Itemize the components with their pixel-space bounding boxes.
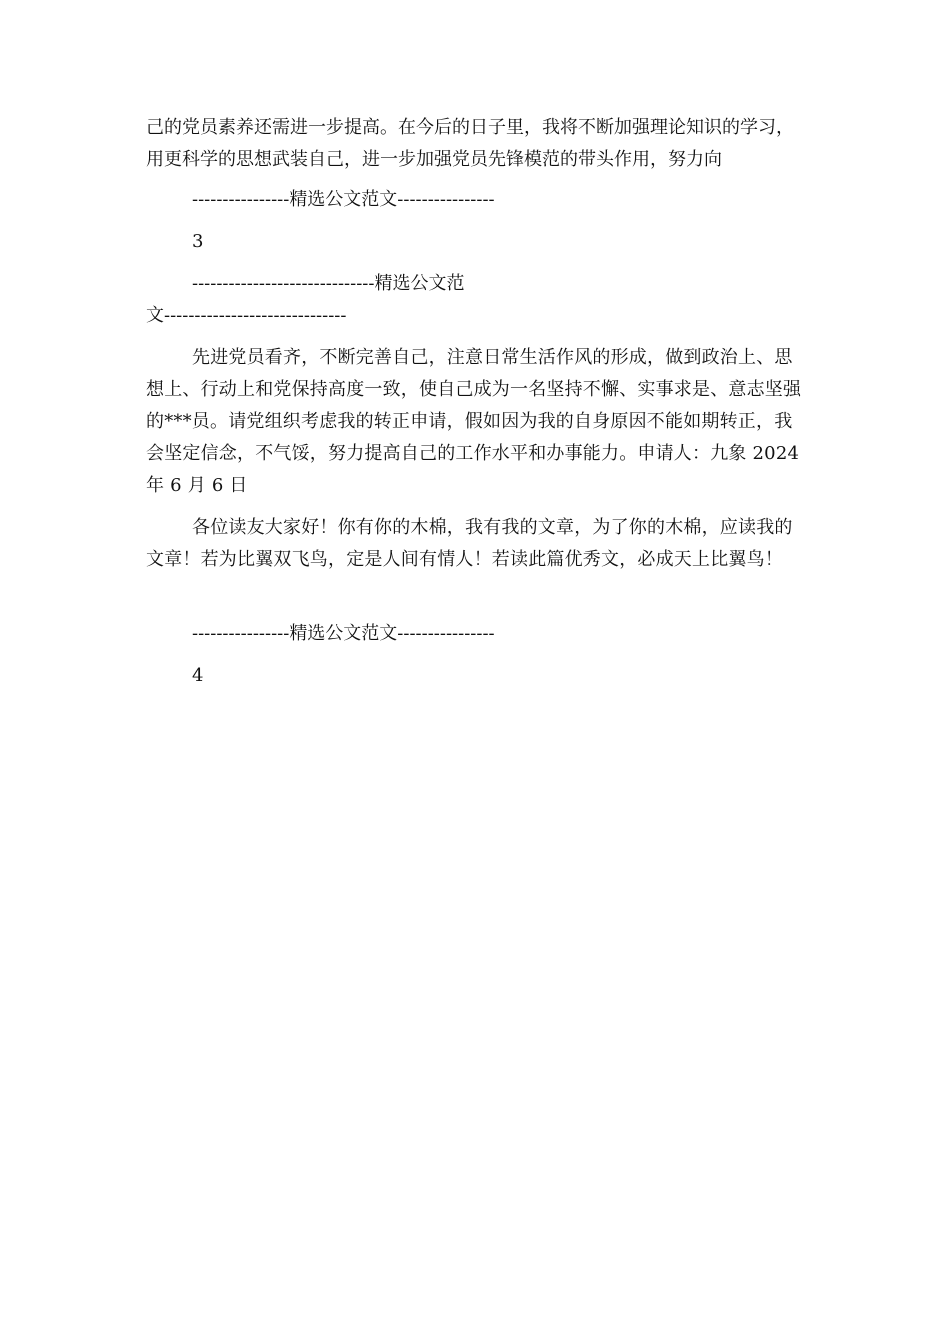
page-number: 4: [192, 665, 204, 686]
page-header-rule: ------------------------------精选公文范: [192, 273, 465, 294]
body-paragraph: 先进党员看齐，不断完善自己，注意日常生活作风的形成，做到政治上、思想上、行动上和党保持高度一致，使自己成为一名坚持不懈、实事求是、意志坚强的***员。请党组织考虑我的转正申请，假如因为我的自身原因不能如期转正，我会坚定信念，不气馁，努力提高自己的工作水平和办事能力。申请人：九象 2024 年 6 月 6 日: [146, 347, 802, 496]
closing-paragraph: 各位读友大家好！你有你的木棉，我有我的文章，为了你的木棉，应读我的文章！若为比翼双飞鸟，定是人间有情人！若读此篇优秀文，必成天上比翼鸟！: [146, 517, 793, 570]
page-number: 3: [192, 231, 204, 252]
page-header-rule-continuation: 文------------------------------: [146, 305, 347, 326]
page-footer-rule: ----------------精选公文范文----------------: [192, 623, 495, 644]
page-footer-rule: ----------------精选公文范文----------------: [192, 189, 495, 210]
paragraph-continuation: 己的党员素养还需进一步提高。在今后的日子里，我将不断加强理论知识的学习，用更科学的思想武装自己，进一步加强党员先锋模范的带头作用，努力向: [146, 117, 794, 170]
